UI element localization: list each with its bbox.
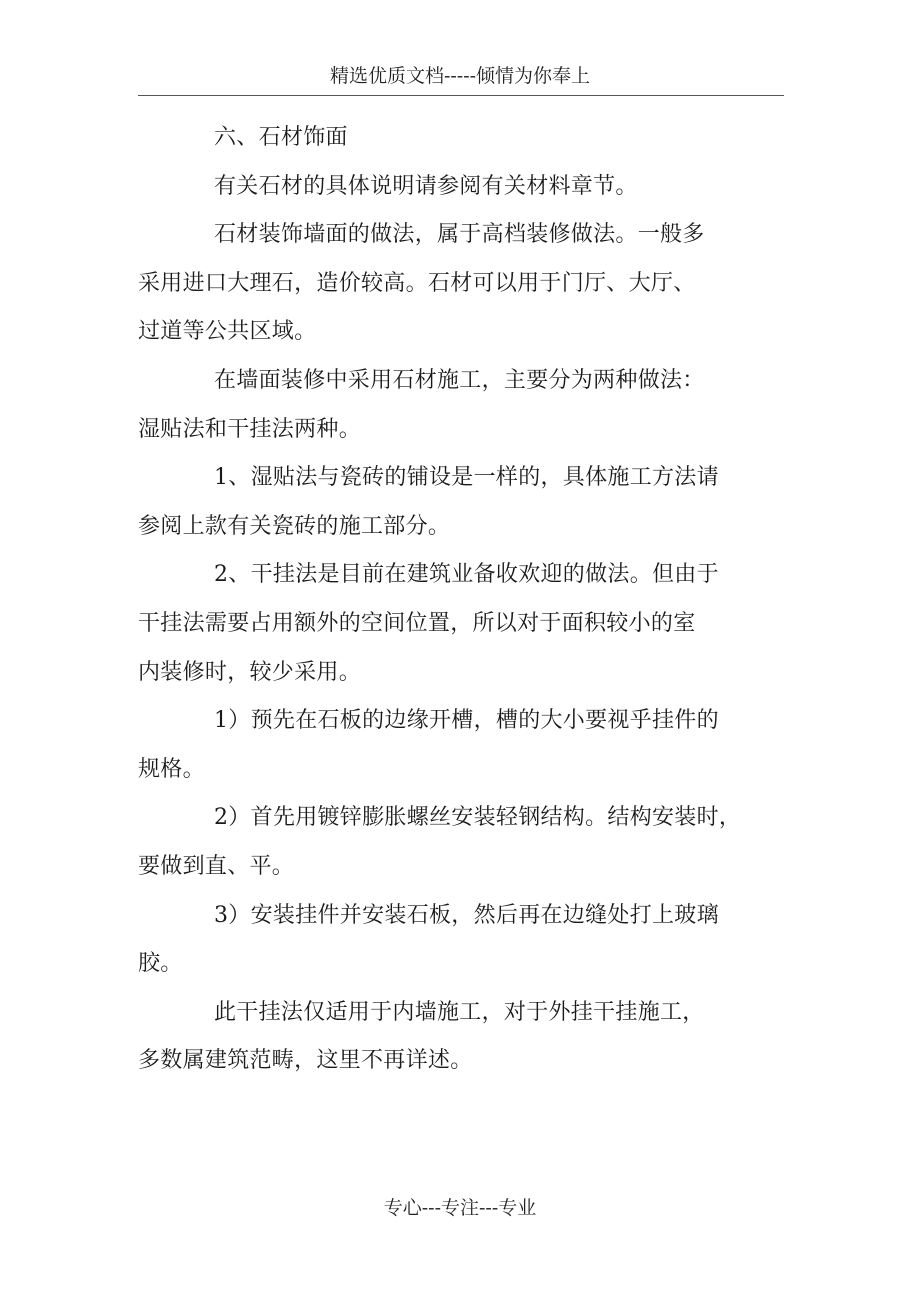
paragraph-line: 过道等公共区域。 — [138, 319, 317, 345]
paragraph-line: 在墙面装修中采用石材施工，主要分为两种做法： — [214, 367, 705, 393]
paragraph-line: 多数属建筑范畴，这里不再详述。 — [138, 1048, 473, 1074]
paragraph-line: 3）安装挂件并安装石板，然后再在边缝处打上玻璃 — [214, 902, 719, 928]
paragraph-line: 规格。 — [138, 756, 205, 782]
header-divider — [138, 95, 784, 96]
paragraph-line: 要做到直、平。 — [138, 853, 295, 879]
paragraph-line: 1、湿贴法与瓷砖的铺设是一样的，具体施工方法请 — [214, 465, 719, 491]
paragraph-line: 2、干挂法是目前在建筑业备收欢迎的做法。但由于 — [214, 562, 719, 588]
page-header: 精选优质文档-----倾情为你奉上 — [329, 65, 591, 87]
paragraph-line: 湿贴法和干挂法两种。 — [138, 416, 362, 442]
paragraph-line: 干挂法需要占用额外的空间位置，所以对于面积较小的室 — [138, 610, 696, 636]
paragraph-line: 1）预先在石板的边缘开槽，槽的大小要视乎挂件的 — [214, 708, 719, 734]
document-body — [138, 114, 788, 1086]
paragraph-line: 胶。 — [138, 951, 183, 977]
paragraph-line: 有关石材的具体说明请参阅有关材料章节。 — [214, 173, 638, 199]
section-heading: 六、石材饰面 — [214, 125, 348, 150]
paragraph-line: 参阅上款有关瓷砖的施工部分。 — [138, 513, 451, 539]
paragraph-line: 此干挂法仅适用于内墙施工，对于外挂干挂施工， — [214, 999, 705, 1025]
paragraph-line: 采用进口大理石，造价较高。石材可以用于门厅、大厅、 — [138, 270, 696, 296]
page-footer: 专心---专注---专业 — [383, 1197, 537, 1219]
paragraph-line: 内装修时，较少采用。 — [138, 659, 362, 685]
paragraph-line: 2）首先用镀锌膨胀螺丝安装轻钢结构。结构安装时， — [214, 805, 742, 831]
paragraph-line: 石材装饰墙面的做法，属于高档装修做法。一般多 — [214, 222, 705, 248]
